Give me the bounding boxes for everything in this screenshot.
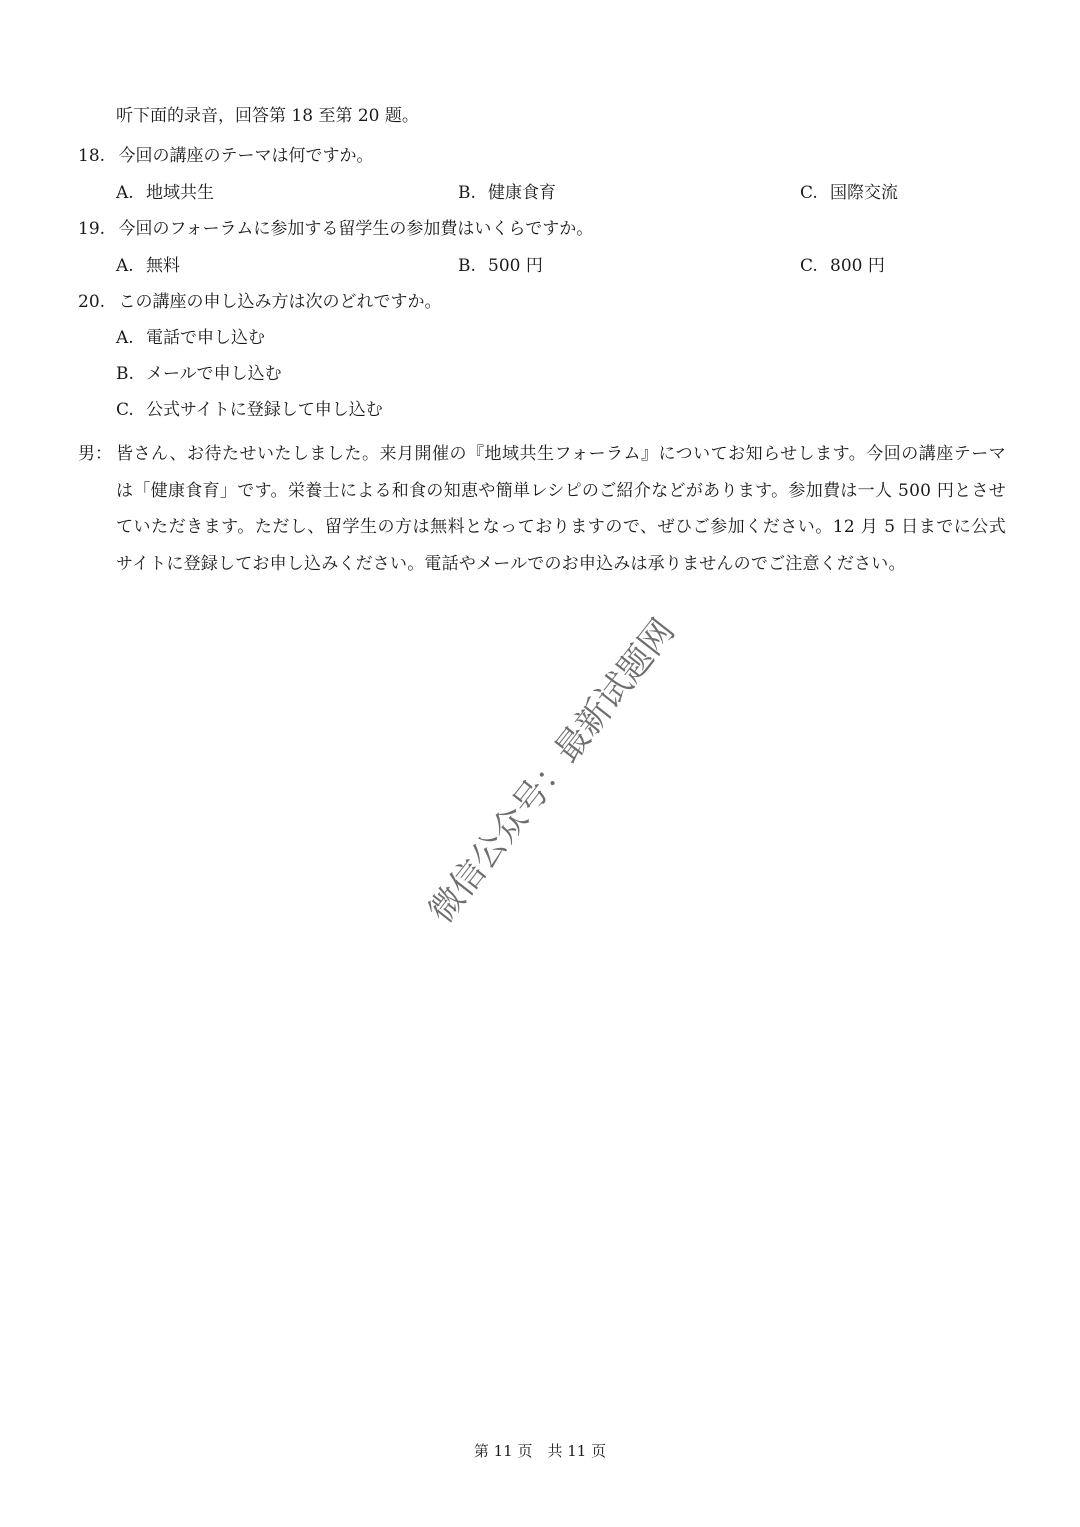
option-letter: A. — [116, 183, 134, 203]
option-letter: A. — [116, 256, 134, 276]
option-18-b[interactable] — [458, 181, 556, 205]
option-18-c[interactable] — [800, 181, 898, 205]
option-20-b[interactable] — [116, 362, 282, 386]
question-18 — [78, 144, 373, 168]
question-number: 18. — [78, 146, 106, 166]
option-text: 500 円 — [488, 256, 543, 276]
option-18-a[interactable] — [116, 181, 214, 205]
option-letter: B. — [458, 183, 476, 203]
question-19 — [78, 217, 593, 241]
watermark: 微信公众号：最新试题网 — [421, 611, 683, 931]
speaker-label: 男： — [78, 444, 112, 464]
option-letter: C. — [800, 256, 818, 276]
option-letter: C. — [116, 400, 134, 420]
option-19-c[interactable] — [800, 254, 885, 278]
option-letter: C. — [800, 183, 818, 203]
option-letter: B. — [458, 256, 476, 276]
option-19-a[interactable] — [116, 254, 180, 278]
option-text: 地域共生 — [146, 183, 214, 203]
option-20-a[interactable] — [116, 326, 265, 350]
question-number: 20. — [78, 292, 106, 312]
option-text: 健康食育 — [488, 183, 556, 203]
option-text: 無料 — [146, 256, 180, 276]
question-20 — [78, 290, 441, 314]
page-footer: 第 11 页 共 11 页 — [473, 1442, 607, 1460]
option-text: 国際交流 — [830, 183, 898, 203]
question-text: 今回のフォーラムに参加する留学生の参加費はいくらですか。 — [118, 219, 594, 239]
option-letter: B. — [116, 364, 134, 384]
option-20-c[interactable] — [116, 398, 383, 422]
option-letter: A. — [116, 328, 134, 348]
question-number: 19. — [78, 219, 106, 239]
question-text: この講座の申し込み方は次のどれですか。 — [118, 292, 442, 312]
option-text: 800 円 — [830, 256, 885, 276]
option-19-b[interactable] — [458, 254, 543, 278]
question-text: 今回の講座のテーマは何ですか。 — [118, 146, 374, 166]
option-text: 公式サイトに登録して申し込む — [146, 400, 383, 420]
listening-instruction: 听下面的录音，回答第 18 至第 20 题。 — [116, 106, 419, 126]
transcript-text: 皆さん、お待たせいたしました。来月開催の『地域共生フォーラム』についてお知らせします。今回の講座テーマは「健康食育」です。栄養士による和食の知恵や簡単レシピのご紹介などがあります。参加費は一人 500 円とさせていただきます。ただし、留学生の方は無料となっておりますので、ぜひご参加ください。12 月 5 日までに公式サイトに登録してお申し込みください。電話やメールでのお申込みは承りませんのでご注意ください。 — [116, 444, 1006, 574]
option-text: メールで申し込む — [146, 364, 282, 384]
option-text: 電話で申し込む — [146, 328, 265, 348]
